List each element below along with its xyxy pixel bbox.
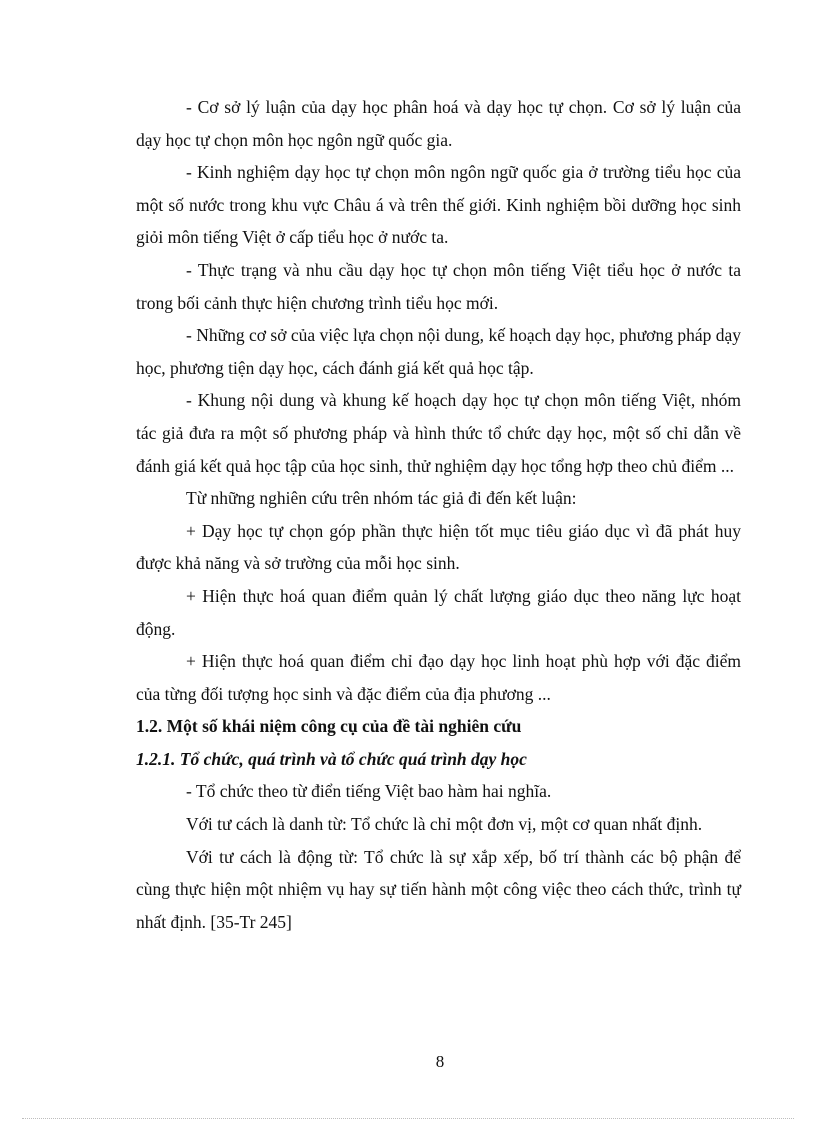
footer-divider [22,1118,794,1119]
paragraph: + Hiện thực hoá quan điểm chỉ đạo dạy học linh hoạt phù hợp với đặc điểm của từng đối tượng học sinh và đặc điểm của địa phương ... [136,651,741,704]
document-body [136,91,741,938]
paragraph: + Hiện thực hoá quan điểm quản lý chất lượng giáo dục theo năng lực hoạt động. [136,585,741,639]
paragraph: - Những cơ sở của việc lựa chọn nội dung, kế hoạch dạy học, phương pháp dạy học, phương tiện dạy học, cách đánh giá kết quả học tập. [136,325,741,378]
paragraph: - Thực trạng và nhu cầu dạy học tự chọn môn tiếng Việt tiểu học ở nước ta trong bối cảnh thực hiện chương trình tiểu học mới. [136,259,741,313]
paragraph: Với tư cách là động từ: Tổ chức là sự xắp xếp, bố trí thành các bộ phận để cùng thực hiện một nhiệm vụ hay sự tiến hành một công việc theo cách thức, trình tự nhất định. [35-Tr 245] [136,846,741,932]
subsection-heading: 1.2.1. Tổ chức, quá trình và tổ chức quá trình dạy học [136,748,527,769]
paragraph: + Dạy học tự chọn góp phần thực hiện tốt mục tiêu giáo dục vì đã phát huy được khả năng và sở trường của mỗi học sinh. [136,520,741,574]
section-heading: 1.2. Một số khái niệm công cụ của đề tài nghiên cứu [136,716,522,737]
paragraph: - Cơ sở lý luận của dạy học phân hoá và dạy học tự chọn. Cơ sở lý luận của dạy học tự chọn môn học ngôn ngữ quốc gia. [136,97,741,150]
paragraph: - Tổ chức theo từ điển tiếng Việt bao hàm hai nghĩa. [186,781,552,802]
paragraph: - Khung nội dung và khung kế hoạch dạy học tự chọn môn tiếng Việt, nhóm tác giả đưa ra một số phương pháp và hình thức tổ chức dạy học, một số chỉ dẫn về đánh giá kết quả học tập của học sinh, thử nghiệm dạy học tổng hợp theo chủ điểm ... [136,390,741,476]
paragraph: Từ những nghiên cứu trên nhóm tác giả đi đến kết luận: [186,488,577,509]
paragraph: Với tư cách là danh từ: Tổ chức là chỉ một đơn vị, một cơ quan nhất định. [186,814,703,835]
page-number: 8 [435,1052,445,1071]
paragraph: - Kinh nghiệm dạy học tự chọn môn ngôn ngữ quốc gia ở trường tiểu học của một số nước trong khu vực Châu á và trên thế giới. Kinh nghiệm bồi dưỡng học sinh giỏi môn tiếng Việt ở cấp tiểu học ở nước ta. [136,162,741,248]
